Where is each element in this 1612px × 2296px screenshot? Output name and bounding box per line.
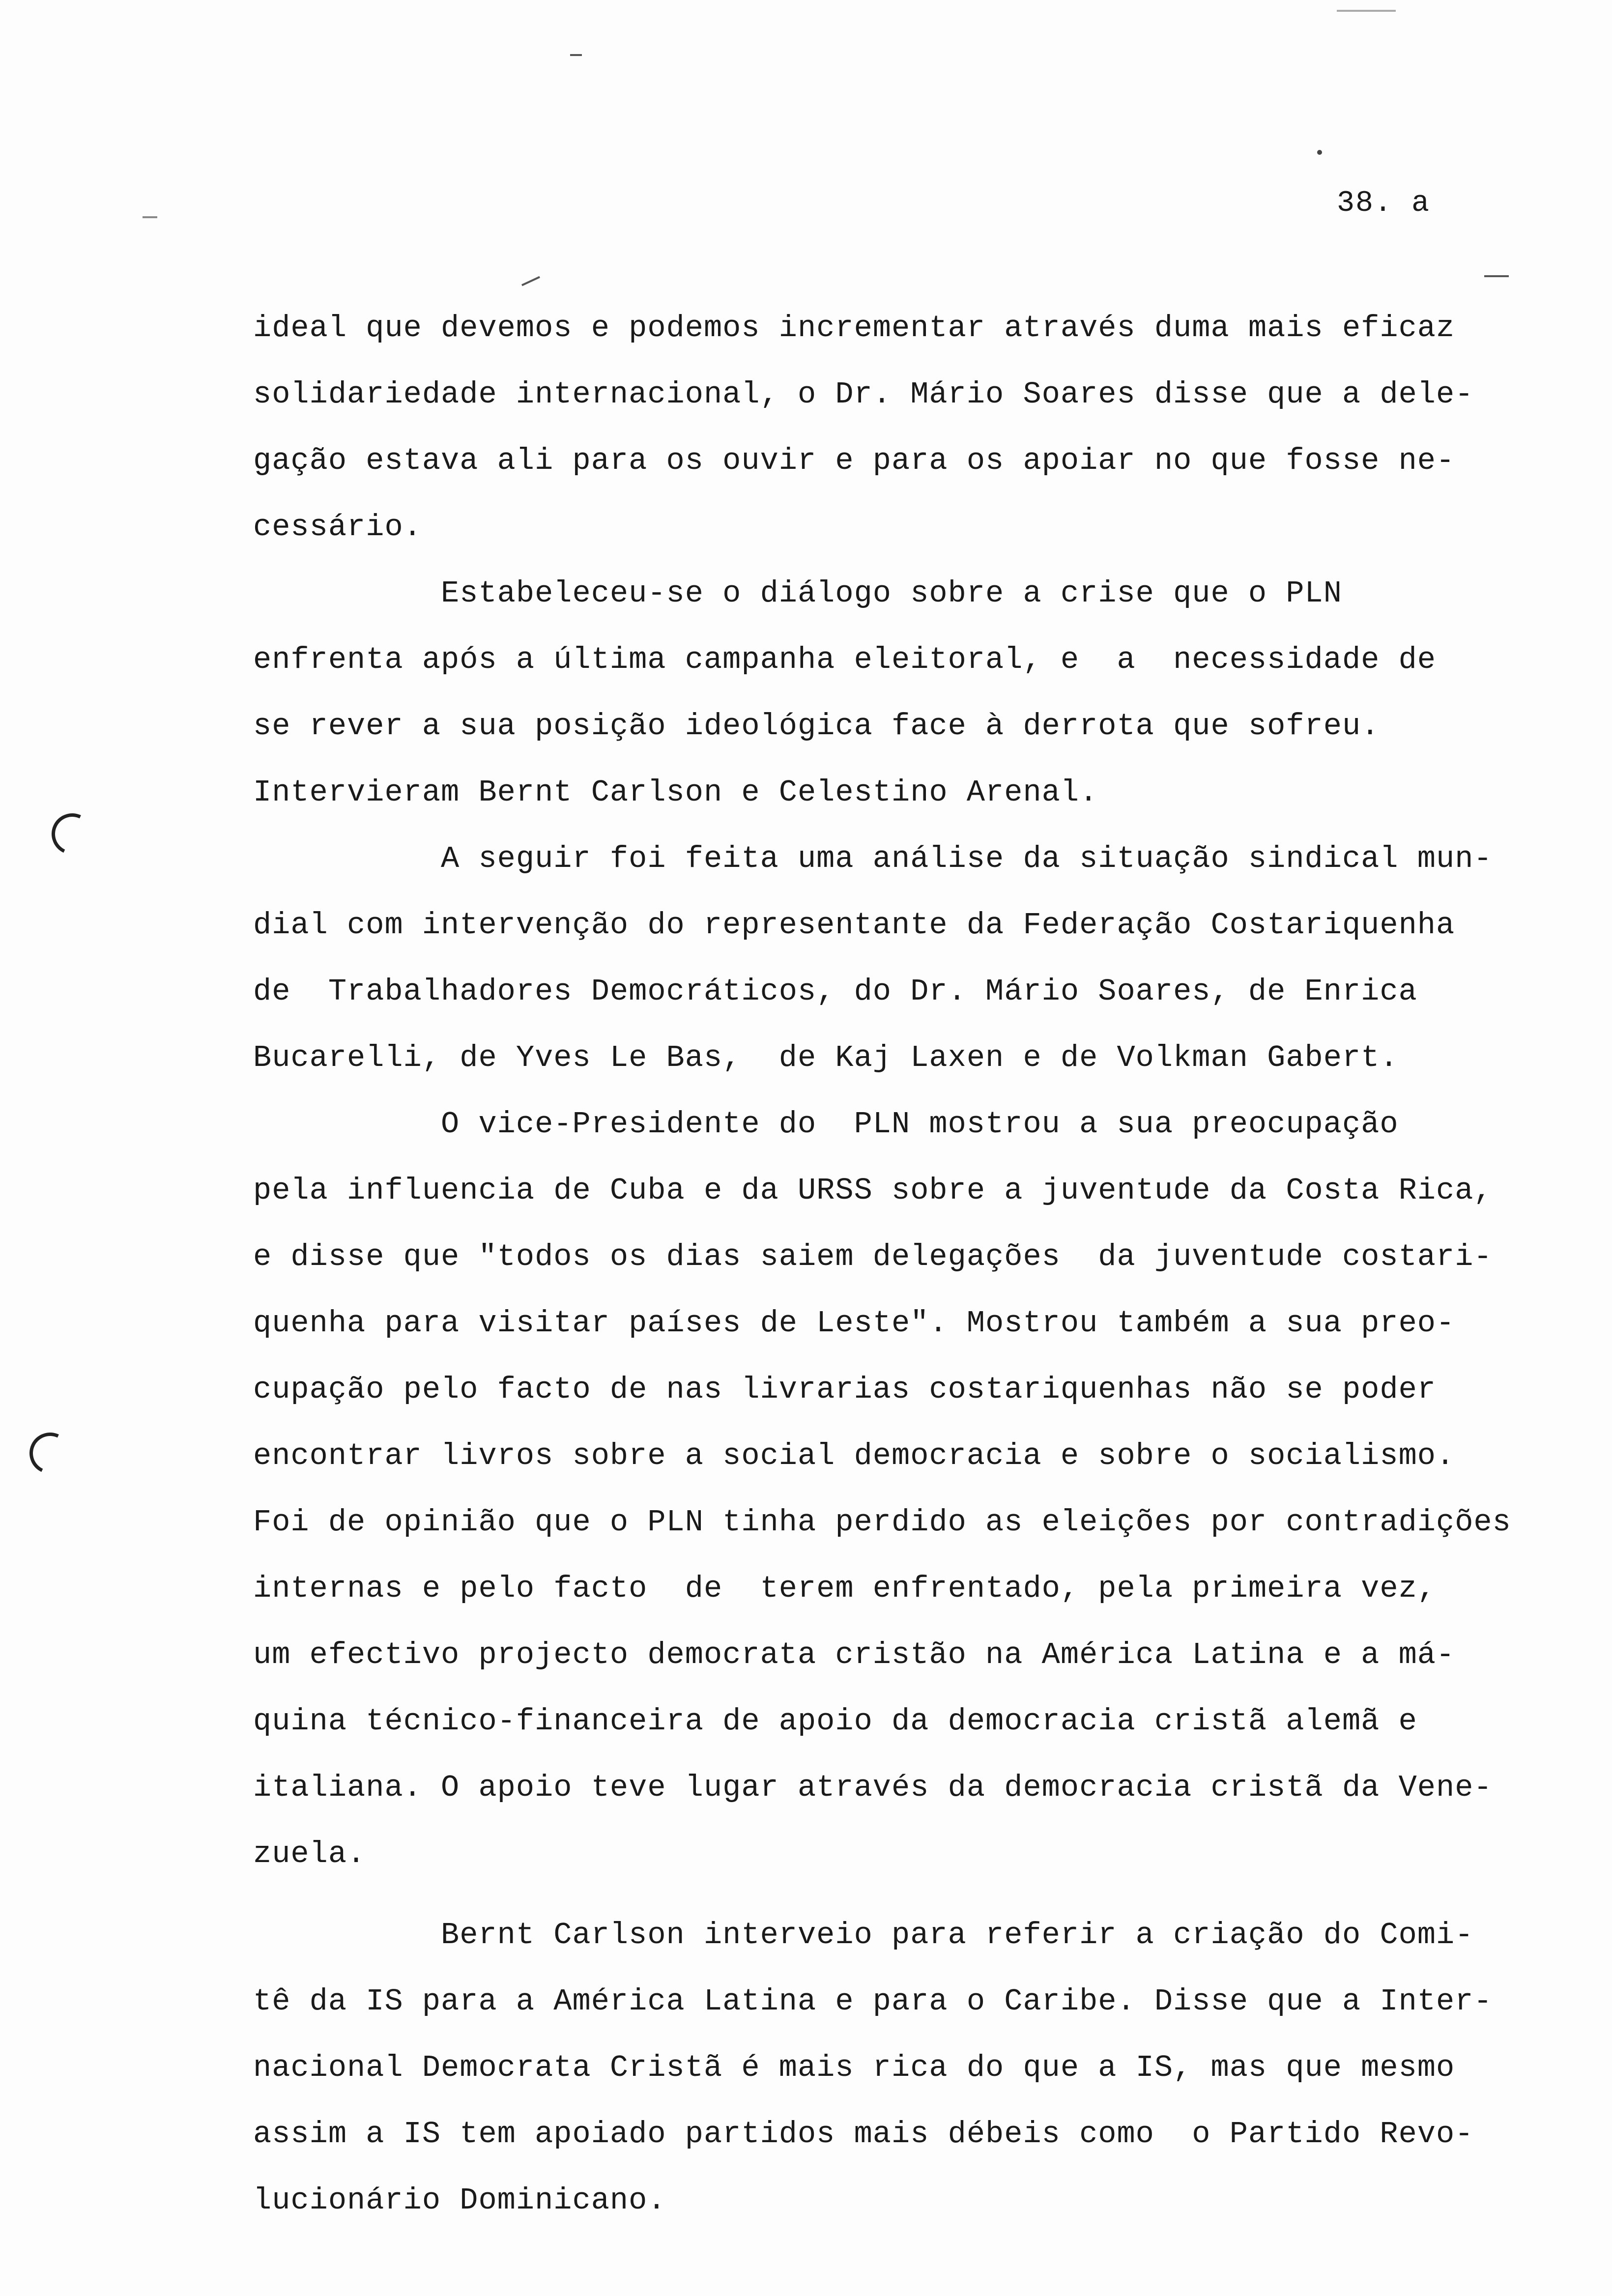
text-line: Bucarelli, de Yves Le Bas, de Kaj Laxen e de Volkman Gabert. [253,1040,1399,1075]
punch-hole-mark [24,1427,77,1480]
text-line: quina técnico-financeira de apoio da democracia cristã alemã e [253,1704,1417,1739]
text-line: enfrenta após a última campanha eleitoral, e a necessidade de [253,642,1436,677]
text-line: cupação pelo facto de nas livrarias costariquenhas não se poder [253,1372,1436,1407]
text-line: e disse que "todos os dias saiem delegações da juventude costari- [253,1239,1493,1274]
page-number: 38. a [1337,187,1431,220]
text-line: Foi de opinião que o PLN tinha perdido as eleições por contradições [253,1505,1511,1540]
text-line: italiana. O apoio teve lugar através da democracia cristã da Vene- [253,1770,1493,1805]
text-line: Intervieram Bernt Carlson e Celestino Arenal. [253,775,1098,810]
text-line: assim a IS tem apoiado partidos mais débeis como o Partido Revo- [253,2117,1474,2152]
scan-speck [1484,275,1509,277]
scan-speck [521,276,540,287]
body-text [253,295,1595,2234]
scan-speck [1337,10,1396,12]
text-line: de Trabalhadores Democráticos, do Dr. Mário Soares, de Enrica [253,974,1417,1009]
text-line: pela influencia de Cuba e da URSS sobre a juventude da Costa Rica, [253,1173,1493,1208]
text-line: cessário. [253,510,422,545]
text-line: encontrar livros sobre a social democracia e sobre o socialismo. [253,1438,1455,1473]
text-line: lucionário Dominicano. [253,2183,666,2218]
text-line: internas e pelo facto de terem enfrentado, pela primeira vez, [253,1571,1436,1606]
text-line: Bernt Carlson interveio para referir a criação do Comi- [253,1918,1474,1952]
text-line [253,1887,1595,1902]
text-line: solidariedade internacional, o Dr. Mário Soares disse que a dele- [253,377,1474,412]
text-line: Estabeleceu-se o diálogo sobre a crise que o PLN [253,576,1342,611]
scan-speck [143,216,157,218]
text-line: tê da IS para a América Latina e para o Caribe. Disse que a Inter- [253,1984,1493,2019]
scan-speck [1317,150,1322,155]
text-line: se rever a sua posição ideológica face à derrota que sofreu. [253,709,1380,744]
text-line: um efectivo projecto democrata cristão na América Latina e a má- [253,1637,1455,1672]
text-line: nacional Democrata Cristã é mais rica do que a IS, mas que mesmo [253,2050,1455,2085]
text-line: dial com intervenção do representante da Federação Costariquenha [253,908,1455,943]
text-line: zuela. [253,1837,366,1871]
text-line: ideal que devemos e podemos incrementar através duma mais eficaz [253,311,1455,345]
text-line: quenha para visitar países de Leste". Mostrou também a sua preo- [253,1306,1455,1341]
text-line: gação estava ali para os ouvir e para os apoiar no que fosse ne- [253,443,1455,478]
text-line: A seguir foi feita uma análise da situação sindical mun- [253,841,1493,876]
punch-hole-mark [46,807,99,861]
scan-speck [570,54,582,56]
text-line: O vice-Presidente do PLN mostrou a sua preocupação [253,1107,1399,1142]
